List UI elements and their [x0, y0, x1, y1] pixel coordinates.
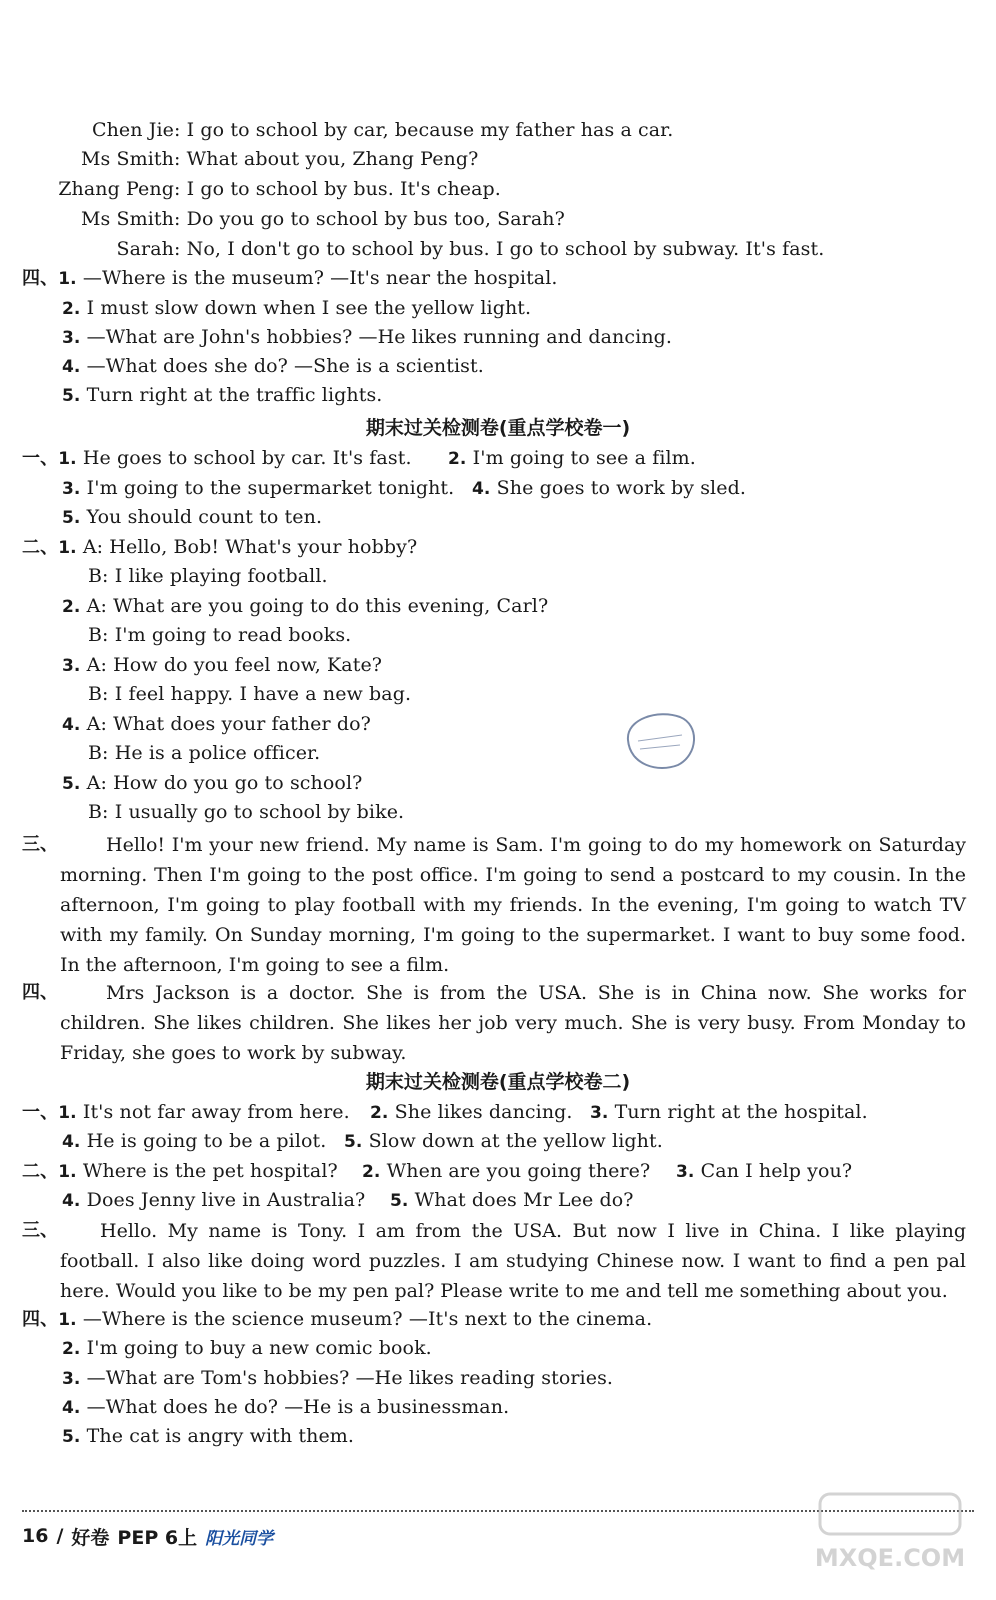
answer-item	[390, 1186, 634, 1215]
dialogue-line: Ms Smith: What about you, Zhang Peng?	[0, 145, 478, 173]
section-label: 一、	[22, 1102, 59, 1123]
paragraph-text: Hello! I'm your new friend. My name is Sam. I'm going to do my homework on Saturday morning. Then I'm going to the post office. I'm going to send a postcard to my cousin. In the afternoon, I'm going to play football with my friends. In the evening, I'm going to watch TV with my family. On Sunday morning, I'm going to the supermarket. I want to buy some food. In the afternoon, I'm going to see a film.	[60, 834, 966, 976]
item-number: 2.	[448, 449, 467, 469]
item-text: Does Jenny live in Australia?	[86, 1189, 366, 1211]
brand-logo: 阳光同学	[205, 1528, 274, 1549]
item-text: Slow down at the yellow light.	[368, 1130, 663, 1152]
speaker: Ms Smith	[80, 208, 174, 230]
item-number: 3.	[62, 328, 81, 348]
answer-item	[62, 503, 322, 532]
item-text: —What are Tom's hobbies? —He likes reading stories.	[86, 1367, 614, 1389]
section-label: 四、	[22, 1309, 59, 1330]
item-number: 5.	[62, 386, 81, 406]
item-text: A: Hello, Bob! What's your hobby?	[82, 536, 418, 558]
item-number: 5.	[390, 1191, 409, 1211]
answer-item	[88, 798, 404, 826]
book-name: 好卷	[71, 1526, 110, 1549]
answer-paragraph	[22, 978, 966, 1068]
item-text: She goes to work by sled.	[496, 477, 746, 499]
item-text: I'm going to buy a new comic book.	[86, 1337, 432, 1359]
answer-item	[62, 1393, 509, 1422]
item-number: 1.	[58, 1162, 77, 1182]
item-number: 4.	[472, 479, 491, 499]
item-number: 3.	[62, 479, 81, 499]
section-label: 二、	[22, 1161, 59, 1182]
dialogue-line: Zhang Peng: I go to school by bus. It's cheap.	[0, 175, 501, 203]
item-text: I'm going to the supermarket tonight.	[86, 477, 455, 499]
answer-item	[22, 1098, 350, 1127]
item-text: A: How do you feel now, Kate?	[86, 654, 383, 676]
answer-item	[62, 1127, 326, 1156]
item-text: You should count to ten.	[86, 506, 323, 528]
item-number: 5.	[62, 774, 81, 794]
item-text: It's not far away from here.	[82, 1101, 350, 1123]
item-text: B: I usually go to school by bike.	[88, 801, 405, 823]
item-text: A: What are you going to do this evening, Carl?	[86, 595, 549, 617]
page-footer	[22, 1518, 273, 1554]
item-text: What does Mr Lee do?	[414, 1189, 634, 1211]
answer-item	[448, 444, 696, 473]
answer-paragraph	[22, 1216, 966, 1306]
section-label: 四、	[22, 982, 58, 1003]
dialogue-line: Ms Smith: Do you go to school by bus too, Sarah?	[0, 205, 565, 233]
item-text: The cat is angry with them.	[86, 1425, 355, 1447]
item-text: —What are John's hobbies? —He likes running and dancing.	[86, 326, 673, 348]
item-text: Can I help you?	[700, 1160, 853, 1182]
answer-item	[62, 1364, 613, 1393]
dialogue-text: No, I don't go to school by bus. I go to school by subway. It's fast.	[186, 238, 825, 260]
item-text: When are you going there?	[386, 1160, 651, 1182]
item-number: 4.	[62, 1132, 81, 1152]
section-label: 三、	[22, 1220, 58, 1241]
answer-item	[62, 352, 484, 381]
item-number: 1.	[58, 269, 77, 289]
answer-item	[62, 294, 531, 323]
item-text: —Where is the science museum? —It's next to the cinema.	[82, 1308, 653, 1330]
answer-item	[62, 769, 362, 798]
svg-text:MXQE.COM: MXQE.COM	[814, 1544, 966, 1572]
item-number: 2.	[362, 1162, 381, 1182]
item-number: 5.	[62, 508, 81, 528]
answer-item	[676, 1157, 852, 1186]
item-text: B: He is a police officer.	[88, 742, 321, 764]
item-number: 1.	[58, 1103, 77, 1123]
item-number: 4.	[62, 715, 81, 735]
item-number: 3.	[676, 1162, 695, 1182]
answer-item	[22, 264, 558, 293]
item-text: He is going to be a pilot.	[86, 1130, 327, 1152]
answer-item	[62, 592, 548, 621]
answer-item	[362, 1157, 650, 1186]
answer-item	[62, 1186, 365, 1215]
item-number: 1.	[58, 449, 77, 469]
item-text: He goes to school by car. It's fast.	[82, 447, 412, 469]
section-label: 一、	[22, 448, 59, 469]
item-number: 4.	[62, 357, 81, 377]
item-number: 4.	[62, 1398, 81, 1418]
item-text: B: I like playing football.	[88, 565, 328, 587]
item-number: 3.	[62, 656, 81, 676]
item-number: 5.	[344, 1132, 363, 1152]
answer-item	[472, 474, 746, 503]
answer-item	[62, 1334, 432, 1363]
answer-item	[88, 562, 328, 590]
footer-separator: /	[56, 1525, 64, 1547]
answer-item	[590, 1098, 868, 1127]
item-text: I must slow down when I see the yellow light.	[86, 297, 532, 319]
dialogue-text: Do you go to school by bus too, Sarah?	[186, 208, 565, 230]
speaker: Ms Smith	[80, 148, 174, 170]
speaker: Sarah	[116, 238, 174, 260]
answer-item	[370, 1098, 573, 1127]
item-text: —What does she do? —She is a scientist.	[86, 355, 484, 377]
section-heading: 期末过关检测卷(重点学校卷一)	[365, 417, 631, 439]
answer-item	[62, 1422, 354, 1451]
answer-item	[62, 710, 371, 739]
item-text: Turn right at the traffic lights.	[86, 384, 383, 406]
answer-item	[88, 680, 411, 708]
answer-item	[62, 381, 382, 410]
item-text: Where is the pet hospital?	[82, 1160, 338, 1182]
answer-item	[62, 323, 672, 352]
item-number: 5.	[62, 1427, 81, 1447]
edition-label: PEP 6上	[117, 1526, 198, 1549]
speaker: Chen Jie	[91, 119, 174, 141]
item-text: A: How do you go to school?	[86, 772, 363, 794]
item-number: 4.	[62, 1191, 81, 1211]
answer-item	[22, 1157, 338, 1186]
item-number: 2.	[370, 1103, 389, 1123]
item-number: 1.	[58, 538, 77, 558]
section-label: 二、	[22, 537, 59, 558]
page-number: 16	[22, 1525, 49, 1547]
answer-item	[22, 1305, 652, 1334]
answer-item	[62, 474, 454, 503]
item-number: 2.	[62, 1339, 81, 1359]
dialogue-text: I go to school by bus. It's cheap.	[186, 178, 501, 200]
item-number: 2.	[62, 299, 81, 319]
answer-item	[62, 651, 382, 680]
section-heading: 期末过关检测卷(重点学校卷二)	[365, 1071, 631, 1093]
item-number: 1.	[58, 1310, 77, 1330]
answer-item	[88, 739, 320, 767]
watermark-logo-icon	[800, 1488, 980, 1578]
dialogue-text: What about you, Zhang Peng?	[186, 148, 479, 170]
item-text: Turn right at the hospital.	[614, 1101, 868, 1123]
section-label: 三、	[22, 834, 58, 855]
speaker: Zhang Peng	[58, 178, 174, 200]
answer-item	[22, 444, 412, 473]
item-text: —What does he do? —He is a businessman.	[86, 1396, 510, 1418]
paragraph-text: Mrs Jackson is a doctor. She is from the USA. She is in China now. She works for children. She likes children. She likes her job very much. She is very busy. From Monday to Friday, she goes to work by subway.	[60, 982, 966, 1064]
item-text: A: What does your father do?	[86, 713, 371, 735]
item-text: B: I feel happy. I have a new bag.	[88, 683, 412, 705]
item-number: 3.	[62, 1369, 81, 1389]
item-number: 3.	[590, 1103, 609, 1123]
seal-stamp-icon	[618, 705, 702, 775]
answer-paragraph	[22, 830, 966, 980]
dialogue-text: I go to school by car, because my father has a car.	[186, 119, 674, 141]
answer-item	[88, 621, 351, 649]
item-text: —Where is the museum? —It's near the hospital.	[82, 267, 558, 289]
answer-item	[344, 1127, 663, 1156]
item-number: 2.	[62, 597, 81, 617]
item-text: I'm going to see a film.	[472, 447, 696, 469]
item-text: She likes dancing.	[394, 1101, 573, 1123]
answer-item	[22, 533, 417, 562]
dialogue-line: Chen Jie: I go to school by car, because my father has a car.	[0, 116, 673, 144]
paragraph-text: Hello. My name is Tony. I am from the USA. But now I live in China. I like playing football. I also like doing word puzzles. I am studying Chinese now. I want to find a pen pal here. Would you like to be my pen pal? Please write to me and tell me something about you.	[60, 1220, 966, 1302]
dialogue-line: Sarah: No, I don't go to school by bus. I go to school by subway. It's fast.	[0, 235, 824, 263]
item-text: B: I'm going to read books.	[88, 624, 352, 646]
section-label: 四、	[22, 268, 59, 289]
